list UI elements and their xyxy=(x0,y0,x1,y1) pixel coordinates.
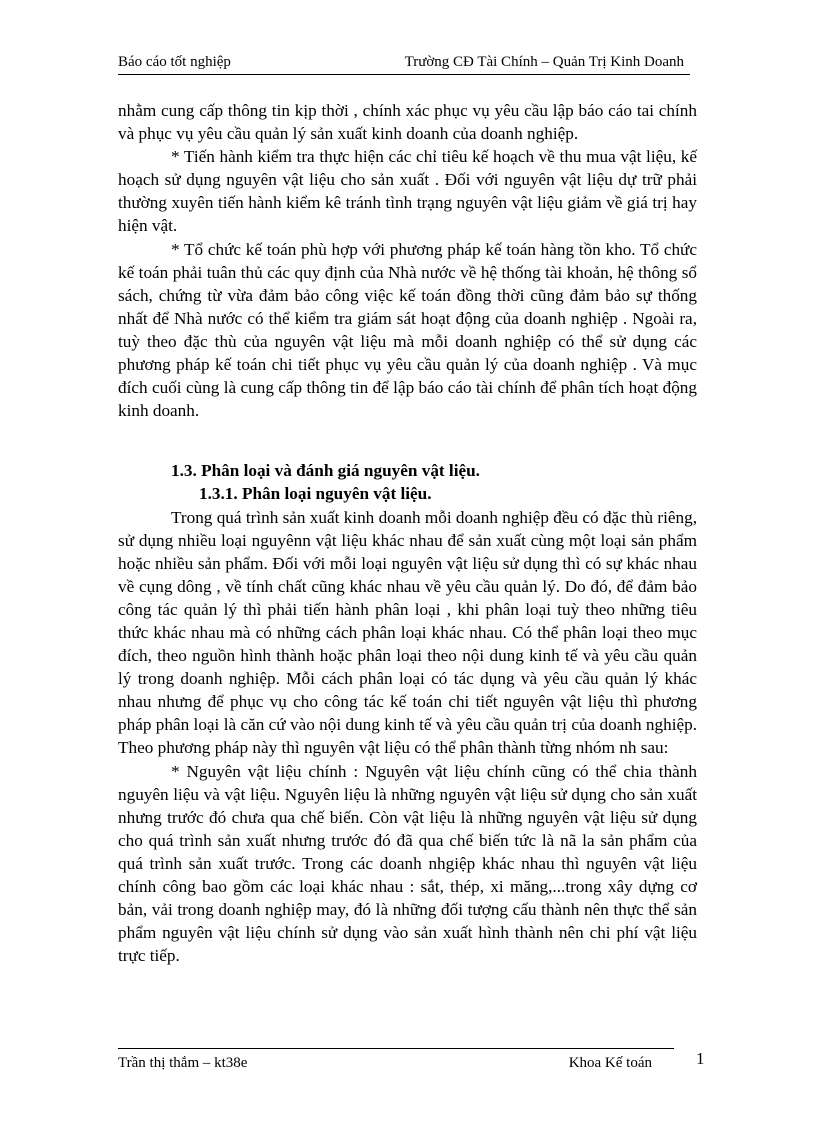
paragraph-main-materials: * Nguyên vật liệu chính : Nguyên vật liệu chính cũng có thể chia thành nguyên liệu và vật liệu. Nguyên liệu là những nguyên vật liệu sử dụng cho sản xuất nhưng trước đó chưa qua chế biến. Còn vật liệu là những nguyên vật liệu sử dụng cho quá trình sản xuất nhưng trước đó đã qua chế biến tức là nã la sản phẩm của quá trình sản xuất trước. Trong các doanh nhgiệp khác nhau thì nguyên vật liệu chính công bao gồm các loại khác nhau : sắt, thép, xi măng,...trong xây dựng cơ bản, vải trong doanh nghiệp may, đó là những đối tượng cấu thành nên thực thể sản phẩm nguyên vật liệu chính sử dụng vào sản xuất hình thành nên chi phí vật liệu trực tiếp. xyxy=(118,761,697,966)
section-spacer xyxy=(118,422,697,459)
page-footer xyxy=(118,1048,674,1075)
page-header xyxy=(118,52,690,75)
subsection-heading: 1.3.1. Phân loại nguyên vật liệu. xyxy=(199,484,432,504)
footer-department: Khoa Kế toán xyxy=(568,1055,652,1071)
header-school-name: Trường CĐ Tài Chính – Quản Trị Kinh Doanh xyxy=(404,54,684,70)
section-heading: 1.3. Phân loại và đánh giá nguyên vật liệu. xyxy=(171,461,480,481)
paragraph-classification: Trong quá trình sản xuất kinh doanh mỗi doanh nghiệp đều có đặc thù riêng, sử dụng nhiều loại nguyênn vật liệu khác nhau để sản xuất cùng một loại sản phẩm hoặc nhiều sản phẩm. Đối với mỗi loại nguyên vật liệu sử dụng thì có sự khác nhau về cụng dông , về tính chất cũng khác nhau về yêu cầu quản lý. Do đó, để đảm bảo công tác quản lý thì phải tiến hành phân loại , khi phân loại tuỳ theo những tiêu thức khác nhau mà có những cách phân loại khác nhau. Có thể phân loại theo mục đích, theo nguồn hình thành hoặc phân loại theo nội dung kinh tế và yêu cầu quản lý trong doanh nghiệp. Mỗi cách phân loại có tác dụng và yêu cầu quản lý khác nhau nhưng để phục vụ cho công tác kế toán chi tiết nguyên vật liệu thì phương pháp phân loại là căn cứ vào nội dung kinh tế và yêu cầu quản trị của doanh nghiệp. Theo phương pháp này thì nguyên vật liệu có thể phân thành từng nhóm nh sau: xyxy=(118,507,697,758)
footer-author: Trần thị thắm – kt38e xyxy=(118,1055,248,1071)
paragraph-inventory-check: * Tiến hành kiểm tra thực hiện các chỉ tiêu kế hoạch về thu mua vật liệu, kế hoạch sử dụng nguyên vật liệu cho sản xuất . Đối với nguyên vật liệu dự trữ phải thường xuyên tiến hành kiểm kê tránh tình trạng nguyên vật liệu giảm về giá trị hay hiện vật. xyxy=(118,147,697,236)
paragraph-continuation: nhằm cung cấp thông tin kịp thời , chính xác phục vụ yêu cầu lập báo cáo tai chính và phục vụ yêu cầu quản lý sản xuất kinh doanh của doanh nghiệp. xyxy=(118,101,697,144)
paragraph-accounting-organization: * Tổ chức kế toán phù hợp với phương pháp kế toán hàng tồn kho. Tổ chức kế toán phải tuân thủ các quy định của Nhà nước về hệ thống tài khoản, hệ thông sổ sách, chứng từ vừa đảm bảo công việc kế toán đồng thời cũng đảm bảo sự thống nhất để Nhà nước có thể kiểm tra giám sát hoạt động của doanh nghiệp . Ngoài ra, tuỳ theo đặc thù của nguyên vật liệu mà mỗi doanh nghiệp có thể sử dụng các phương pháp kế toán chi tiết phục vụ yêu cầu quản lý của doanh nghiệp . Và mục đích cuối cùng là cung cấp thông tin để lập báo cáo tài chính để phân tích hoạt động kinh doanh. xyxy=(118,239,697,421)
document-body xyxy=(118,99,697,967)
page-number: 1 xyxy=(696,1049,705,1068)
header-report-title: Báo cáo tốt nghiệp xyxy=(118,54,231,70)
